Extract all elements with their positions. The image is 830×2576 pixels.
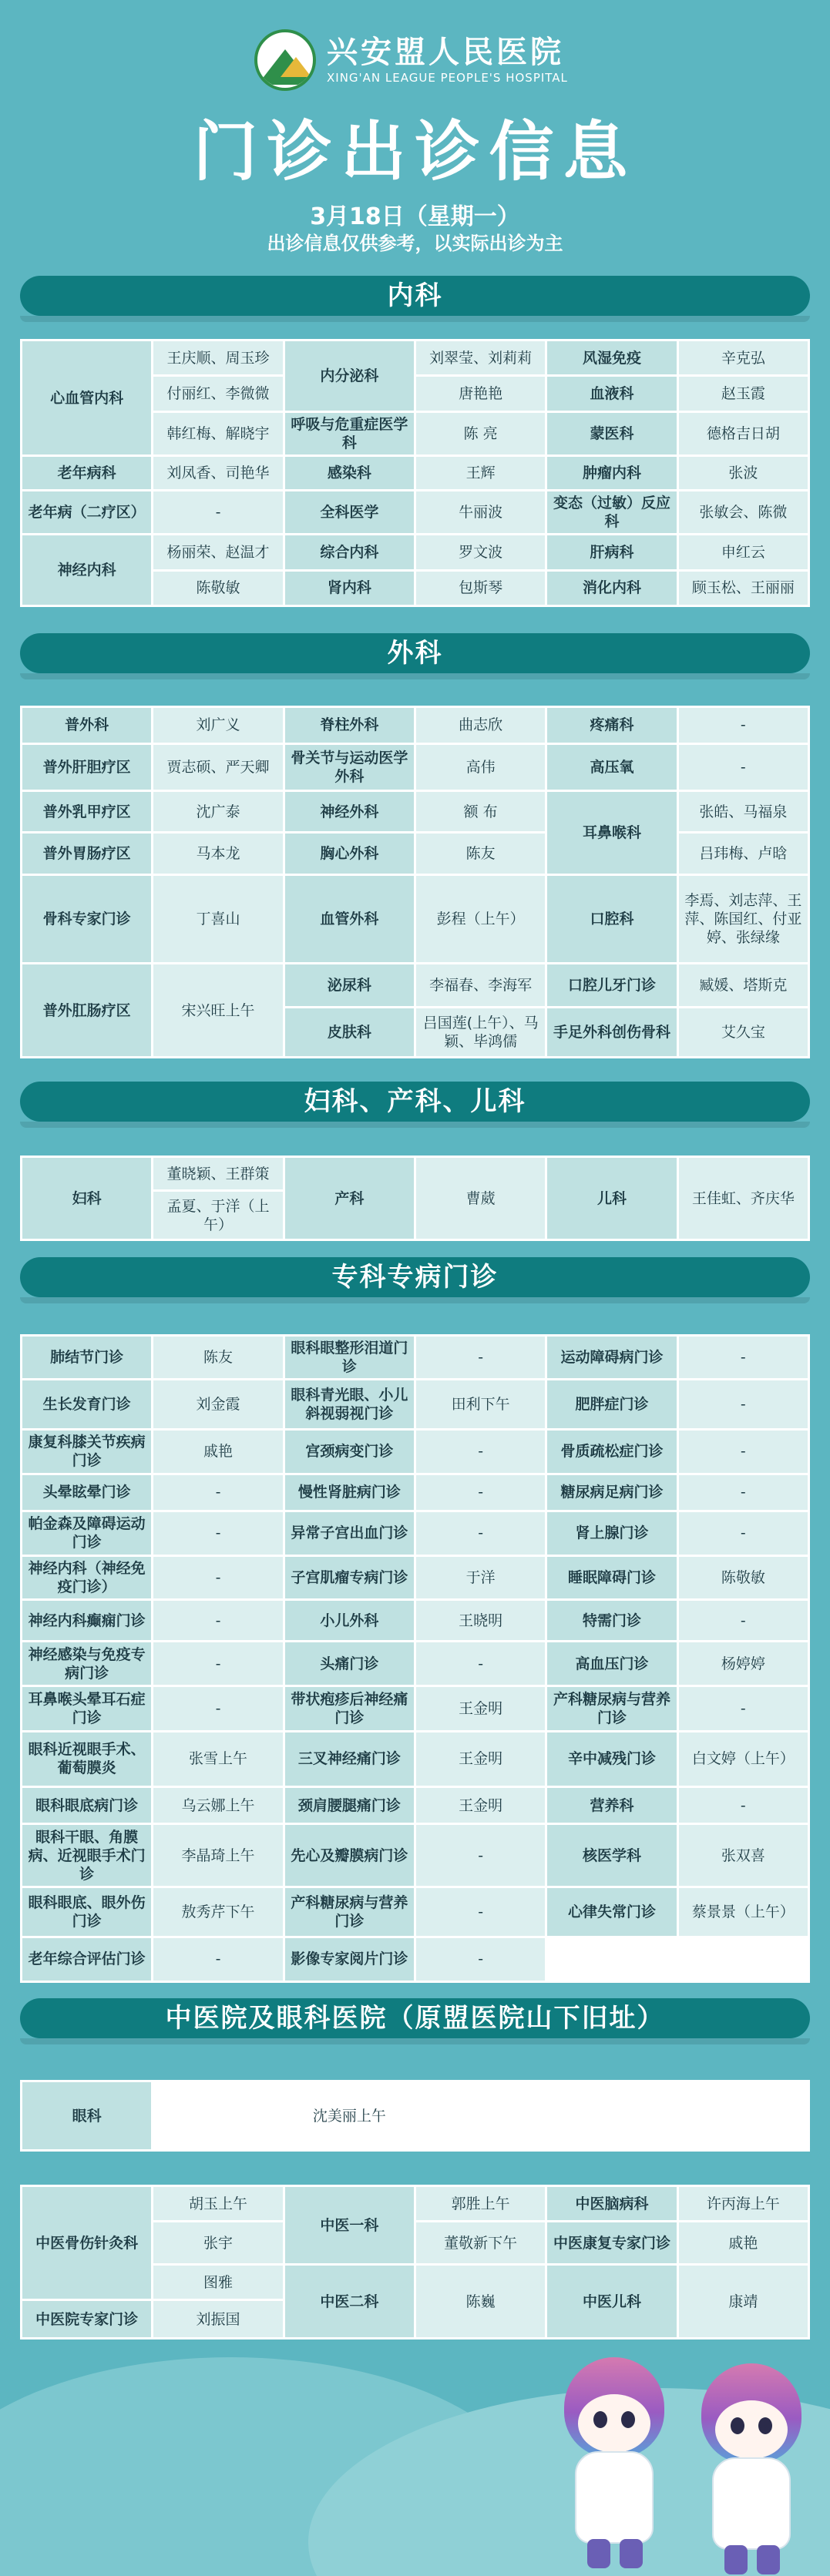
doctor-cell: 董晓颖、王群策 <box>153 1157 284 1191</box>
doctor-cell: 顾玉松、王丽丽 <box>677 570 808 605</box>
dept-cell: 妇科 <box>22 1157 153 1240</box>
clinic-cell: 头晕眩晕门诊 <box>22 1474 153 1511</box>
doctor-cell: 李焉、刘志萍、王萍、陈国红、付亚婷、张绿缘 <box>677 874 808 963</box>
doctor-cell: 曲志欣 <box>415 707 546 744</box>
clinic-cell: 眼科眼整形泪道门诊 <box>284 1336 415 1380</box>
clinic-cell: 先心及瓣膜病门诊 <box>284 1824 415 1887</box>
clinic-cell: 运动障碍病门诊 <box>546 1336 677 1380</box>
doctor-cell: - <box>415 1887 546 1937</box>
doctor-cell: 曹葳 <box>415 1157 546 1240</box>
dept-cell: 肝病科 <box>546 535 677 570</box>
clinic-cell: 核医学科 <box>546 1824 677 1887</box>
hospital-name-en: XING'AN LEAGUE PEOPLE'S HOSPITAL <box>327 71 568 85</box>
doctor-cell: - <box>153 1937 284 1981</box>
page-title: 门诊出诊信息 <box>193 114 637 190</box>
doctor-cell <box>677 1937 808 1981</box>
doctor-cell: 贾志硕、严天卿 <box>153 743 284 790</box>
doctor-cell: - <box>415 1642 546 1686</box>
doctor-cell: - <box>153 1474 284 1511</box>
doctor-cell: 艾久宝 <box>677 1007 808 1057</box>
clinic-cell: 神经感染与免疫专病门诊 <box>22 1642 153 1686</box>
clinic-cell: 康复科膝关节疾病门诊 <box>22 1429 153 1474</box>
doctor-cell: 许丙海上午 <box>677 2186 808 2222</box>
zhongyi-table <box>20 2185 810 2337</box>
clinic-cell: 睡眠障碍门诊 <box>546 1555 677 1599</box>
clinic-cell: 眼科干眼、角膜病、近视眼手术门诊 <box>22 1824 153 1887</box>
background-decoration <box>0 2326 830 2576</box>
doctor-cell: 刘凤香、司艳华 <box>153 456 284 490</box>
doctor-cell: 马本龙 <box>153 833 284 874</box>
waike-table <box>20 706 810 1058</box>
hospital-emblem-icon <box>254 29 316 91</box>
dept-cell: 神经内科 <box>22 535 153 606</box>
doctor-cell: - <box>415 1937 546 1981</box>
dept-cell: 泌尿科 <box>284 964 415 1008</box>
doctor-cell: 王金明 <box>415 1787 546 1824</box>
doctor-cell: 王金明 <box>415 1731 546 1787</box>
clinic-cell: 带状疱疹后神经痛门诊 <box>284 1686 415 1731</box>
doctor-cell: 赵玉霞 <box>677 376 808 411</box>
dept-cell: 中医一科 <box>284 2186 415 2265</box>
doctor-cell: - <box>153 490 284 535</box>
header <box>0 0 830 277</box>
clinic-cell <box>546 1937 677 1981</box>
neike-table <box>20 339 810 607</box>
dept-cell: 中医二科 <box>284 2265 415 2339</box>
dept-cell: 普外肛肠疗区 <box>22 964 153 1058</box>
doctor-cell: - <box>677 1380 808 1429</box>
section-banner-zhongyi: 中医院及眼科医院（原盟医院山下旧址） <box>20 1998 810 2038</box>
doctor-cell: 戚艳 <box>677 2222 808 2265</box>
dept-cell: 口腔科 <box>546 874 677 963</box>
section-banner-fuer: 妇科、产科、儿科 <box>20 1082 810 1122</box>
empty-cell <box>677 2081 808 2116</box>
dept-cell: 老年病（二疗区） <box>22 490 153 535</box>
doctor-cell: - <box>677 1686 808 1731</box>
doctor-cell: 沈美丽上午 <box>153 2081 546 2151</box>
doctor-cell: 高伟 <box>415 743 546 790</box>
doctor-cell: 付丽红、李微微 <box>153 376 284 411</box>
dept-cell: 普外科 <box>22 707 153 744</box>
doctor-cell: 张波 <box>677 456 808 490</box>
clinic-cell: 辛中减残门诊 <box>546 1731 677 1787</box>
clinic-cell: 产科糖尿病与营养门诊 <box>546 1686 677 1731</box>
doctor-cell: 陈敬敏 <box>153 570 284 605</box>
doctor-cell: 张宇 <box>153 2222 284 2265</box>
clinic-cell: 异常子宫出血门诊 <box>284 1511 415 1555</box>
dept-cell: 中医脑病科 <box>546 2186 677 2222</box>
empty-cell <box>546 2081 677 2116</box>
section-banner-zhuanke: 专科专病门诊 <box>20 1257 810 1297</box>
clinic-cell: 糖尿病足病门诊 <box>546 1474 677 1511</box>
doctor-cell: 额 布 <box>415 790 546 832</box>
doctor-cell: - <box>415 1824 546 1887</box>
doctor-cell: 彭程（上午） <box>415 874 546 963</box>
dept-cell: 普外乳甲疗区 <box>22 790 153 832</box>
doctor-cell: - <box>153 1600 284 1642</box>
clinic-cell: 心律失常门诊 <box>546 1887 677 1937</box>
dept-cell: 消化内科 <box>546 570 677 605</box>
empty-cell <box>546 2116 677 2151</box>
fuer-table <box>20 1156 810 1239</box>
doctor-cell: - <box>415 1429 546 1474</box>
clinic-cell: 眼科眼底、眼外伤门诊 <box>22 1887 153 1937</box>
clinic-cell: 营养科 <box>546 1787 677 1824</box>
dept-cell: 口腔儿牙门诊 <box>546 964 677 1008</box>
clinic-cell: 肥胖症门诊 <box>546 1380 677 1429</box>
doctor-cell: - <box>677 1429 808 1474</box>
doctor-cell: 德格吉日胡 <box>677 411 808 456</box>
dept-cell: 综合内科 <box>284 535 415 570</box>
doctor-cell: 陈友 <box>415 833 546 874</box>
doctor-cell: 牛丽波 <box>415 490 546 535</box>
doctor-cell: 胡玉上午 <box>153 2186 284 2222</box>
doctor-cell: 孟夏、于洋（上午） <box>153 1191 284 1240</box>
doctor-cell: - <box>677 1600 808 1642</box>
doctor-cell: - <box>677 743 808 790</box>
dept-cell: 呼吸与危重症医学科 <box>284 411 415 456</box>
dept-cell: 全科医学 <box>284 490 415 535</box>
dept-cell: 高压氧 <box>546 743 677 790</box>
doctor-cell: - <box>153 1511 284 1555</box>
hospital-logo <box>254 29 568 91</box>
dept-cell: 神经外科 <box>284 790 415 832</box>
clinic-cell: 三叉神经痛门诊 <box>284 1731 415 1787</box>
clinic-cell: 子宫肌瘤专病门诊 <box>284 1555 415 1599</box>
doctor-cell: 王庆顺、周玉珍 <box>153 340 284 376</box>
clinic-cell: 高血压门诊 <box>546 1642 677 1686</box>
doctor-cell: 王佳虹、齐庆华 <box>677 1157 808 1240</box>
doctor-cell: - <box>415 1336 546 1380</box>
section-banner-waike: 外科 <box>20 633 810 673</box>
dept-cell: 中医儿科 <box>546 2265 677 2339</box>
mascot-icon <box>556 2357 672 2573</box>
dept-cell: 骨关节与运动医学外科 <box>284 743 415 790</box>
doctor-cell: 杨婷婷 <box>677 1642 808 1686</box>
doctor-cell: 吕国莲(上午）、马颖、毕鸿儒 <box>415 1007 546 1057</box>
dept-cell: 儿科 <box>546 1157 677 1240</box>
doctor-cell: 张雪上午 <box>153 1731 284 1787</box>
clinic-cell: 眼科眼底病门诊 <box>22 1787 153 1824</box>
clinic-cell: 肾上腺门诊 <box>546 1511 677 1555</box>
doctor-cell: - <box>153 1686 284 1731</box>
doctor-cell: - <box>153 1642 284 1686</box>
clinic-cell: 产科糖尿病与营养门诊 <box>284 1887 415 1937</box>
doctor-cell: - <box>677 707 808 744</box>
clinic-cell: 小儿外科 <box>284 1600 415 1642</box>
dept-cell: 胸心外科 <box>284 833 415 874</box>
yanke-table <box>20 2080 810 2149</box>
dept-cell: 肿瘤内科 <box>546 456 677 490</box>
doctor-cell: 吕玮梅、卢晗 <box>677 833 808 874</box>
disclaimer-note: 出诊信息仅供参考，以实际出诊为主 <box>267 233 563 254</box>
doctor-cell: 刘金霞 <box>153 1380 284 1429</box>
doctor-cell: 康靖 <box>677 2265 808 2339</box>
doctor-cell: - <box>677 1336 808 1380</box>
dept-cell: 普外肝胆疗区 <box>22 743 153 790</box>
doctor-cell: 丁喜山 <box>153 874 284 963</box>
doctor-cell: 田利下午 <box>415 1380 546 1429</box>
doctor-cell: 白文婷（上午） <box>677 1731 808 1787</box>
doctor-cell: 李晶琦上午 <box>153 1824 284 1887</box>
doctor-cell: 张双喜 <box>677 1824 808 1887</box>
dept-cell: 普外胃肠疗区 <box>22 833 153 874</box>
doctor-cell: 杨丽荣、赵温才 <box>153 535 284 570</box>
dept-cell: 老年病科 <box>22 456 153 490</box>
clinic-cell: 颈肩腰腿痛门诊 <box>284 1787 415 1824</box>
doctor-cell: - <box>153 1555 284 1599</box>
doctor-cell: 于洋 <box>415 1555 546 1599</box>
empty-cell <box>677 2116 808 2151</box>
clinic-cell: 宫颈病变门诊 <box>284 1429 415 1474</box>
doctor-cell: 辛克弘 <box>677 340 808 376</box>
doctor-cell: - <box>677 1787 808 1824</box>
doctor-cell: 图雅 <box>153 2265 284 2300</box>
clinic-cell: 肺结节门诊 <box>22 1336 153 1380</box>
doctor-cell: 乌云娜上午 <box>153 1787 284 1824</box>
clinic-cell: 骨质疏松症门诊 <box>546 1429 677 1474</box>
clinic-cell: 神经内科（神经免疫门诊） <box>22 1555 153 1599</box>
mascot-icon <box>694 2363 809 2576</box>
clinic-cell: 老年综合评估门诊 <box>22 1937 153 1981</box>
dept-cell: 蒙医科 <box>546 411 677 456</box>
dept-cell: 血液科 <box>546 376 677 411</box>
zhuanke-table <box>20 1334 810 1983</box>
doctor-cell: 王金明 <box>415 1686 546 1731</box>
doctor-cell: 刘广义 <box>153 707 284 744</box>
clinic-cell: 耳鼻喉头晕耳石症门诊 <box>22 1686 153 1731</box>
dept-cell: 骨科专家门诊 <box>22 874 153 963</box>
doctor-cell: - <box>415 1474 546 1511</box>
clinic-cell: 生长发育门诊 <box>22 1380 153 1429</box>
doctor-cell: 包斯琴 <box>415 570 546 605</box>
dept-cell: 心血管内科 <box>22 340 153 456</box>
dept-cell: 眼科 <box>22 2081 153 2151</box>
doctor-cell: 张皓、马福泉 <box>677 790 808 832</box>
clinic-cell: 慢性肾脏病门诊 <box>284 1474 415 1511</box>
doctor-cell: 敖秀芹下午 <box>153 1887 284 1937</box>
clinic-cell: 眼科青光眼、小儿斜视弱视门诊 <box>284 1380 415 1429</box>
clinic-cell: 神经内科癫痫门诊 <box>22 1600 153 1642</box>
doctor-cell: - <box>415 1511 546 1555</box>
doctor-cell: 王晓明 <box>415 1600 546 1642</box>
dept-cell: 手足外科创伤骨科 <box>546 1007 677 1057</box>
doctor-cell: 唐艳艳 <box>415 376 546 411</box>
doctor-cell: 李福春、李海军 <box>415 964 546 1008</box>
doctor-cell: - <box>677 1511 808 1555</box>
doctor-cell: 韩红梅、解晓宇 <box>153 411 284 456</box>
dept-cell: 变态（过敏）反应科 <box>546 490 677 535</box>
doctor-cell: 郭胜上午 <box>415 2186 546 2222</box>
dept-cell: 风湿免疫 <box>546 340 677 376</box>
clinic-cell: 影像专家阅片门诊 <box>284 1937 415 1981</box>
doctor-cell: 蔡景景（上午） <box>677 1887 808 1937</box>
section-banner-neike: 内科 <box>20 276 810 316</box>
dept-cell: 血管外科 <box>284 874 415 963</box>
dept-cell: 中医院专家门诊 <box>22 2300 153 2339</box>
clinic-cell: 帕金森及障碍运动门诊 <box>22 1511 153 1555</box>
doctor-cell: 陈友 <box>153 1336 284 1380</box>
dept-cell: 肾内科 <box>284 570 415 605</box>
dept-cell: 中医骨伤针灸科 <box>22 2186 153 2300</box>
clinic-cell: 眼科近视眼手术、葡萄膜炎 <box>22 1731 153 1787</box>
doctor-cell: 宋兴旺上午 <box>153 964 284 1058</box>
doctor-cell: 沈广泰 <box>153 790 284 832</box>
doctor-cell: 张敏会、陈微 <box>677 490 808 535</box>
clinic-cell: 特需门诊 <box>546 1600 677 1642</box>
dept-cell: 脊柱外科 <box>284 707 415 744</box>
dept-cell: 耳鼻喉科 <box>546 790 677 874</box>
dept-cell: 疼痛科 <box>546 707 677 744</box>
dept-cell: 产科 <box>284 1157 415 1240</box>
doctor-cell: 刘翠莹、刘莉莉 <box>415 340 546 376</box>
clinic-cell: 头痛门诊 <box>284 1642 415 1686</box>
doctor-cell: 陈敬敏 <box>677 1555 808 1599</box>
doctor-cell: 戚艳 <box>153 1429 284 1474</box>
dept-cell: 中医康复专家门诊 <box>546 2222 677 2265</box>
doctor-cell: 刘振国 <box>153 2300 284 2339</box>
doctor-cell: 董敬新下午 <box>415 2222 546 2265</box>
dept-cell: 内分泌科 <box>284 340 415 412</box>
doctor-cell: 申红云 <box>677 535 808 570</box>
doctor-cell: 臧媛、塔斯克 <box>677 964 808 1008</box>
dept-cell: 感染科 <box>284 456 415 490</box>
dept-cell: 皮肤科 <box>284 1007 415 1057</box>
doctor-cell: 陈巍 <box>415 2265 546 2339</box>
doctor-cell: 罗文波 <box>415 535 546 570</box>
hospital-name-cn: 兴安盟人民医院 <box>327 35 564 70</box>
doctor-cell: 陈 亮 <box>415 411 546 456</box>
doctor-cell: 王辉 <box>415 456 546 490</box>
doctor-cell: - <box>677 1474 808 1511</box>
date-label: 3月18日（星期一） <box>310 203 520 230</box>
